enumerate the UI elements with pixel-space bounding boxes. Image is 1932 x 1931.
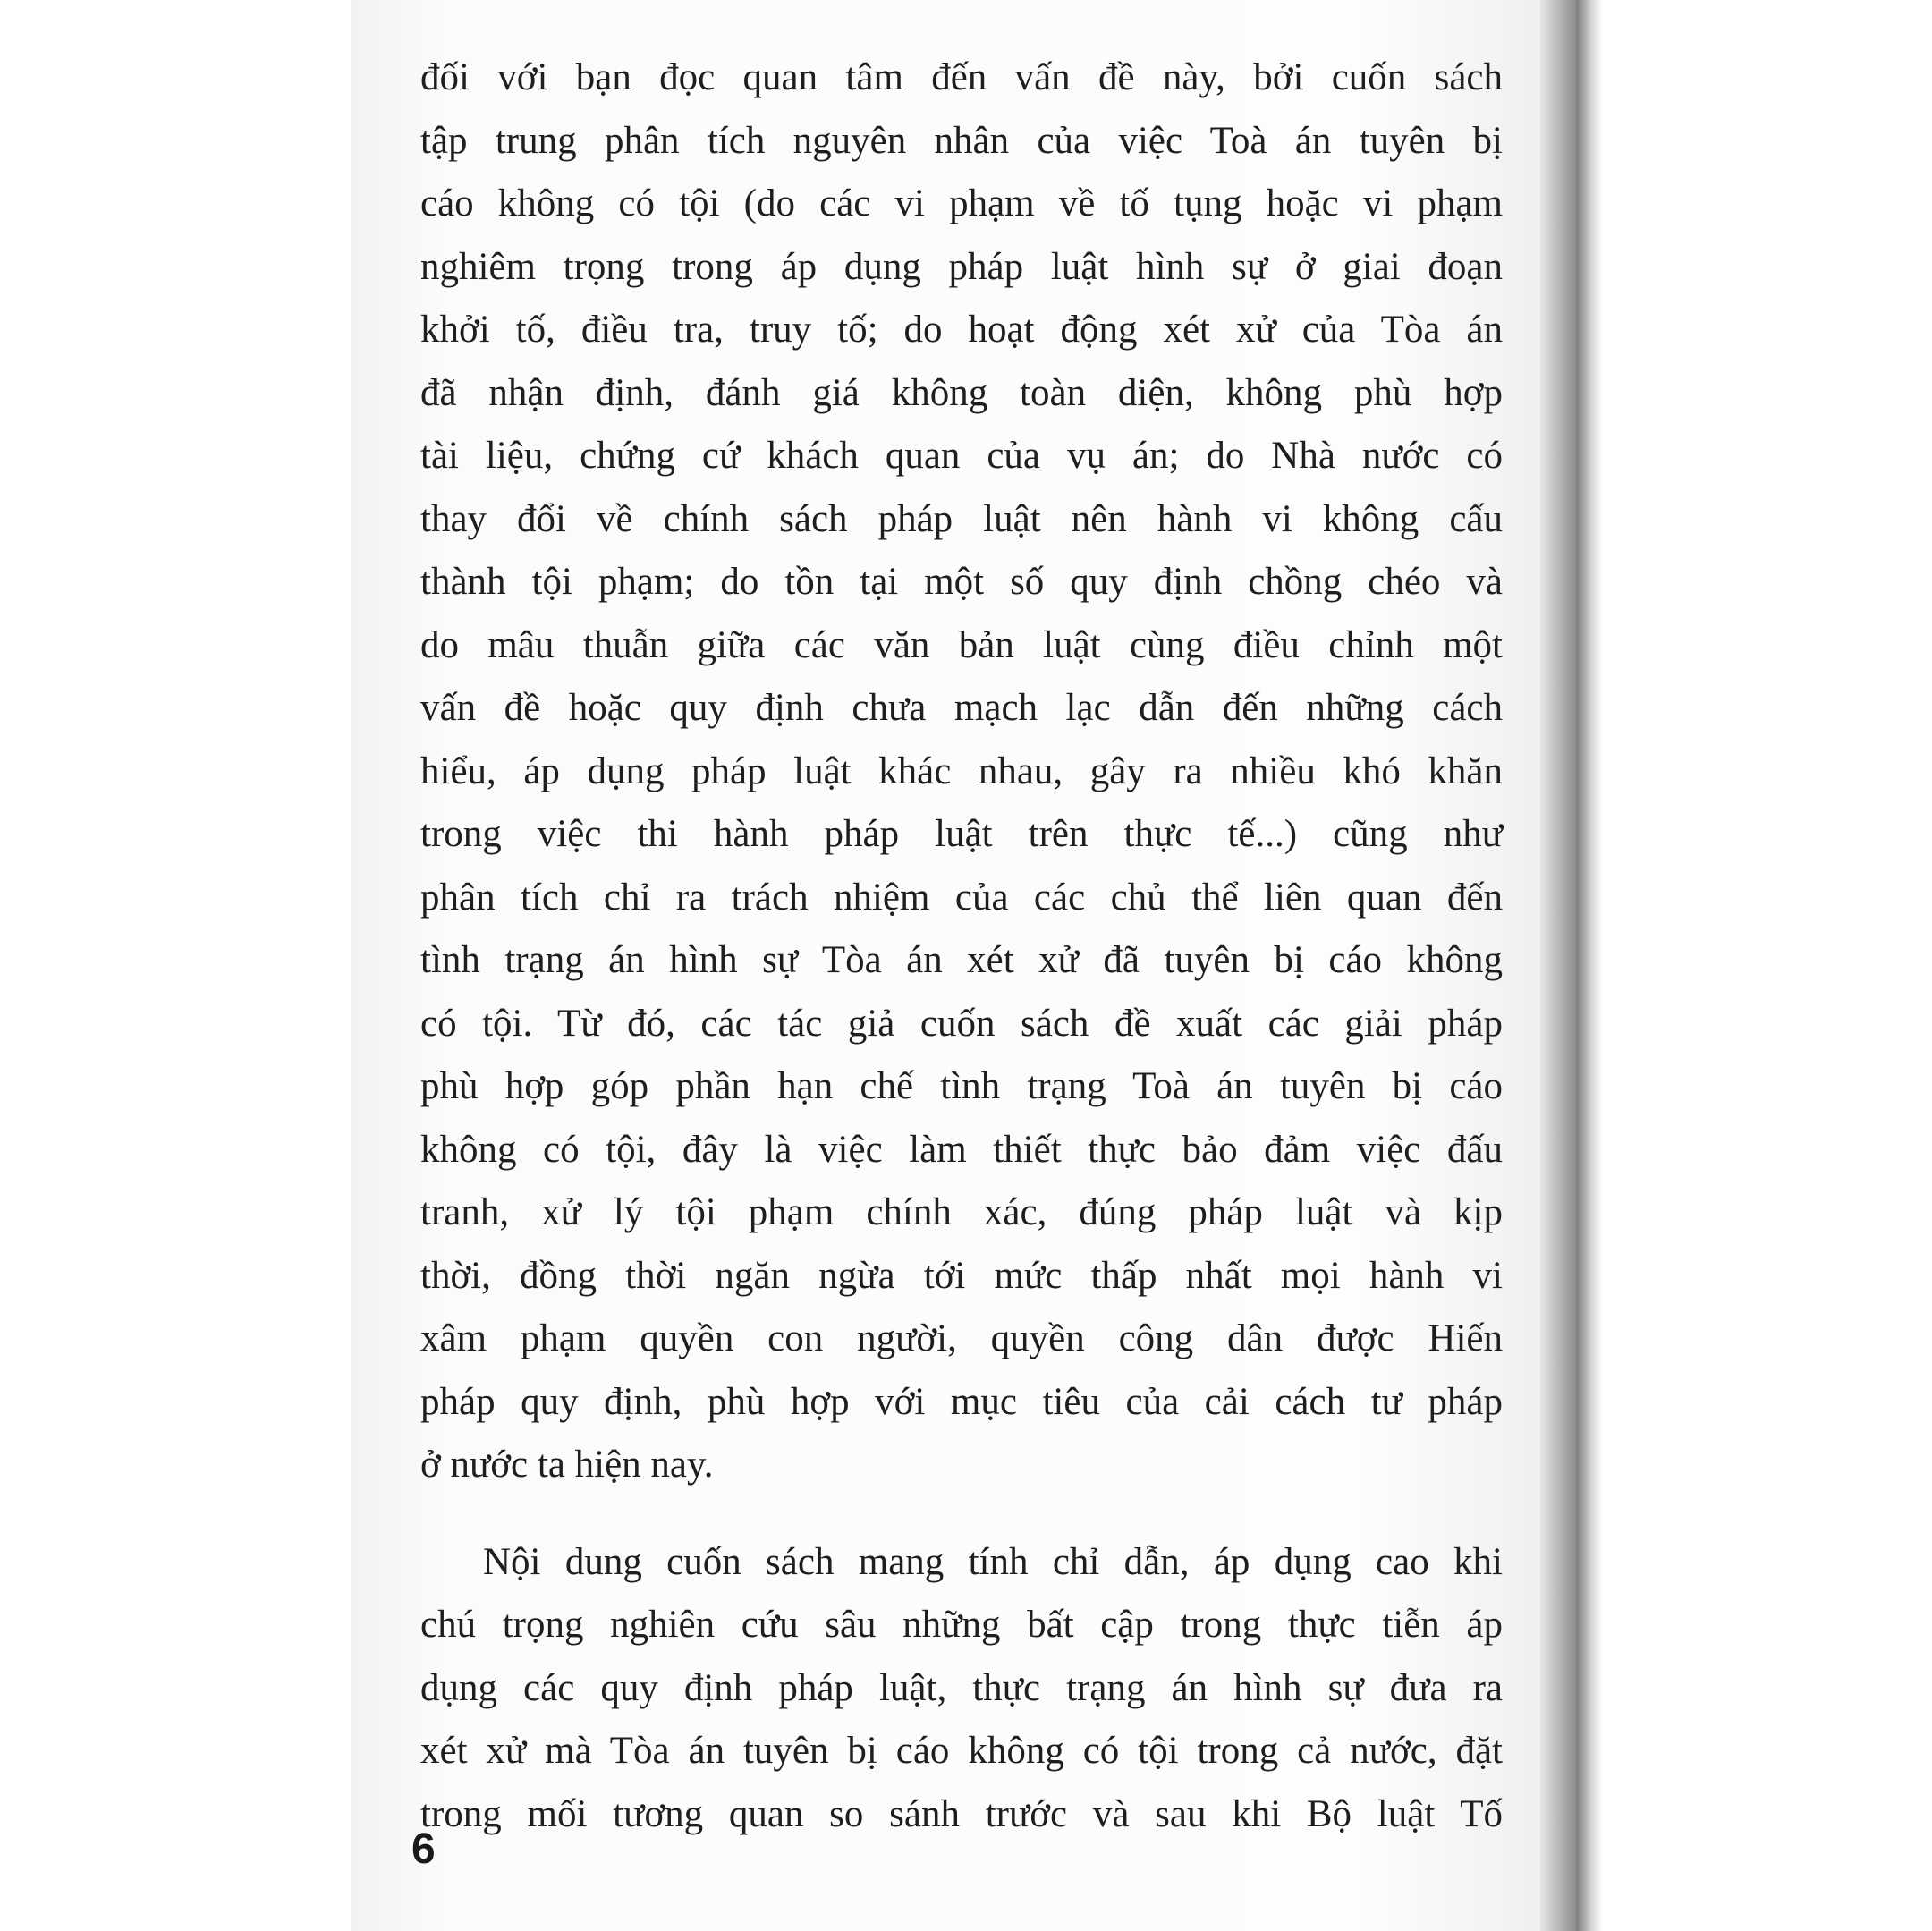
text-line: dụng các quy định pháp luật, thực trạng án hình sự đưa ra [420, 1666, 1503, 1709]
text-line: trong việc thi hành pháp luật trên thực tế...) cũng như [420, 813, 1503, 855]
text-line: xâm phạm quyền con người, quyền công dân được Hiến [420, 1317, 1503, 1359]
text-line: pháp quy định, phù hợp với mục tiêu của cải cách tư pháp [420, 1380, 1503, 1423]
text-line: Nội dung cuốn sách mang tính chỉ dẫn, áp dụng cao khi [483, 1540, 1503, 1583]
text-line: nghiêm trọng trong áp dụng pháp luật hình sự ở giai đoạn [420, 245, 1503, 288]
text-line: không có tội, đây là việc làm thiết thực bảo đảm việc đấu [420, 1128, 1503, 1171]
text-line: đối với bạn đọc quan tâm đến vấn đề này, bởi cuốn sách [420, 56, 1503, 98]
text-line: phân tích chỉ ra trách nhiệm của các chủ thể liên quan đến [420, 876, 1503, 919]
paragraph-2 [420, 1531, 1503, 1847]
paragraph-1 [420, 47, 1503, 1497]
text-line: xét xử mà Tòa án tuyên bị cáo không có tội trong cả nước, đặt [420, 1730, 1503, 1772]
text-line: hiểu, áp dụng pháp luật khác nhau, gây ra nhiều khó khăn [420, 750, 1503, 792]
text-line: cáo không có tội (do các vi phạm về tố tụng hoặc vi phạm [420, 182, 1503, 224]
text-line: do mâu thuẫn giữa các văn bản luật cùng điều chỉnh một [420, 623, 1503, 666]
book-spine-shadow [1540, 0, 1576, 1931]
text-line: khởi tố, điều tra, truy tố; do hoạt động xét xử của Tòa án [420, 309, 1503, 351]
text-line: tranh, xử lý tội phạm chính xác, đúng pháp luật và kịp [420, 1191, 1503, 1233]
book-spine-edge [1576, 0, 1603, 1931]
text-line: thời, đồng thời ngăn ngừa tới mức thấp nhất mọi hành vi [420, 1254, 1503, 1297]
text-line: thay đổi về chính sách pháp luật nên hành vi không cấu [420, 497, 1503, 540]
text-line: chú trọng nghiên cứu sâu những bất cập trong thực tiễn áp [420, 1604, 1503, 1646]
page-number: 6 [411, 1825, 436, 1873]
paragraph-gap [420, 1497, 1503, 1531]
text-line: có tội. Từ đó, các tác giả cuốn sách đề xuất các giải pháp [420, 1002, 1503, 1045]
text-line: trong mối tương quan so sánh trước và sau khi Bộ luật Tố [420, 1792, 1503, 1835]
text-line: phù hợp góp phần hạn chế tình trạng Toà án tuyên bị cáo [420, 1065, 1503, 1107]
text-line: vấn đề hoặc quy định chưa mạch lạc dẫn đến những cách [420, 687, 1503, 729]
text-line: tài liệu, chứng cứ khách quan của vụ án; do Nhà nước có [420, 435, 1503, 477]
body-text [420, 47, 1503, 1846]
text-line: đã nhận định, đánh giá không toàn diện, không phù hợp [420, 371, 1503, 414]
text-line: tình trạng án hình sự Tòa án xét xử đã tuyên bị cáo không [420, 939, 1503, 981]
text-line: ở nước ta hiện nay. [420, 1444, 714, 1486]
text-line: thành tội phạm; do tồn tại một số quy định chồng chéo và [420, 561, 1503, 603]
text-line: tập trung phân tích nguyên nhân của việc Toà án tuyên bị [420, 119, 1503, 162]
